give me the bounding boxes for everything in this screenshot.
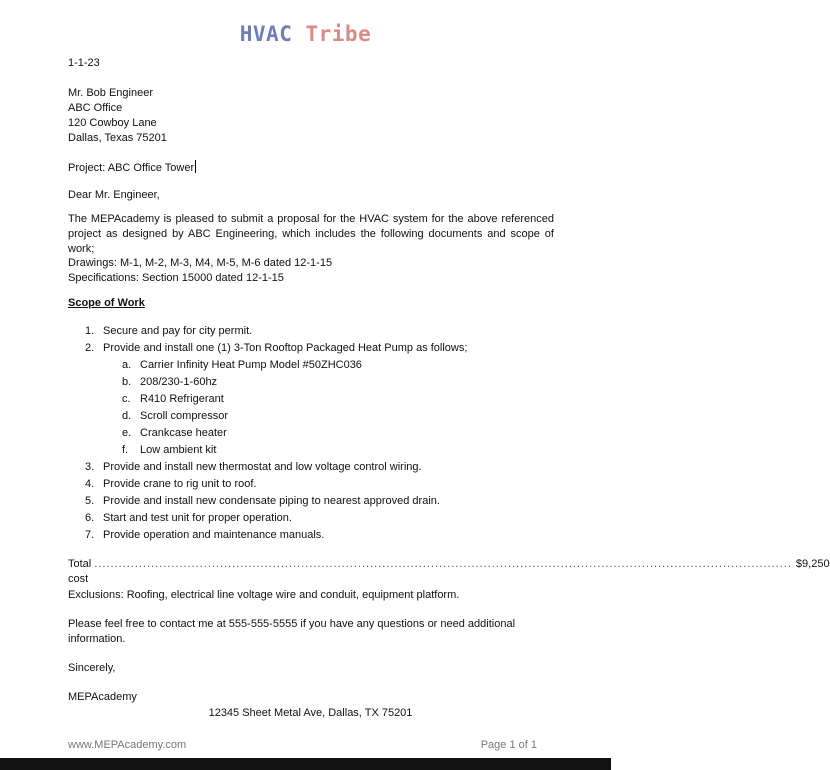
text-cursor — [195, 160, 196, 173]
project-text: Project: ABC Office Tower — [68, 162, 195, 174]
scope-subitem — [68, 357, 538, 374]
footer-page-number: Page 1 of 1 — [480, 739, 537, 751]
scope-item-number: 5. — [85, 495, 95, 507]
letter-date: 1-1-23 — [68, 57, 100, 69]
signature: MEPAcademy — [68, 691, 137, 703]
scope-item — [68, 476, 538, 493]
scope-item-text: Secure and pay for city permit. — [103, 325, 253, 337]
scope-subitem-text: Carrier Infinity Heat Pump Model #50ZHC036 — [140, 359, 362, 371]
scope-subitem-letter: d. — [122, 410, 132, 422]
scope-subitem — [68, 374, 538, 391]
scope-sublist — [68, 357, 538, 459]
scope-subitem-letter: f. — [122, 444, 129, 456]
scope-subitem-letter: b. — [122, 376, 132, 388]
recipient-company: ABC Office — [68, 102, 123, 114]
scope-item — [68, 323, 538, 340]
scope-subitem-letter: c. — [122, 393, 131, 405]
scope-item — [68, 493, 538, 510]
scope-item — [68, 527, 538, 544]
intro-paragraph: The MEPAcademy is pleased to submit a proposal for the HVAC system for the above referenced project as designed by ABC Engineering, which includes the following documents and scope of work; — [68, 213, 554, 255]
scope-subitem — [68, 442, 538, 459]
scope-subitem — [68, 391, 538, 408]
scope-item — [68, 340, 538, 357]
scope-subitem-text: R410 Refrigerant — [140, 393, 224, 405]
scope-item-text: Provide and install new thermostat and low voltage control wiring. — [103, 461, 422, 473]
scope-item-number: 1. — [85, 325, 95, 337]
scope-item-text: Provide crane to rig unit to roof. — [103, 478, 257, 490]
scope-item-number: 7. — [85, 529, 95, 541]
project-line — [68, 160, 196, 176]
recipient-street: 120 Cowboy Lane — [68, 117, 157, 129]
scope-item-text: Provide and install new condensate piping to nearest approved drain. — [103, 495, 440, 507]
bottom-border — [0, 758, 611, 770]
scope-item — [68, 510, 538, 527]
scope-subitem — [68, 408, 538, 425]
logo-word-hvac: HVAC — [239, 22, 293, 46]
exclusions-line: Exclusions: Roofing, electrical line voltage wire and conduit, equipment platform. — [68, 589, 460, 601]
logo-word-tribe: Tribe — [305, 22, 372, 46]
total-cost-label: Total cost — [68, 558, 92, 585]
drawings-line: Drawings: M-1, M-2, M-3, M4, M-5, M-6 dated 12-1-15 — [68, 257, 333, 269]
total-cost-amount: $9,250 — [795, 558, 830, 570]
scope-item-number: 3. — [85, 461, 95, 473]
recipient-city: Dallas, Texas 75201 — [68, 132, 167, 144]
scope-subitem-letter: a. — [122, 359, 132, 371]
salutation: Dear Mr. Engineer, — [68, 189, 160, 201]
dot-leader: ............................................................................................................................................................................ — [94, 558, 792, 570]
scope-list — [68, 323, 538, 544]
recipient-name: Mr. Bob Engineer — [68, 87, 153, 99]
footer-website: www.MEPAcademy.com — [68, 739, 187, 751]
scope-subitem-text: 208/230-1-60hz — [140, 376, 218, 388]
scope-heading: Scope of Work — [68, 297, 145, 309]
scope-item-number: 6. — [85, 512, 95, 524]
closing: Sincerely, — [68, 662, 116, 674]
scope-item — [68, 459, 538, 476]
scope-item-text: Provide operation and maintenance manuals. — [103, 529, 325, 541]
scope-item-text: Start and test unit for proper operation. — [103, 512, 292, 524]
contact-paragraph: Please feel free to contact me at 555-555-5555 if you have any questions or need additional information. — [68, 618, 516, 645]
scope-subitem-text: Low ambient kit — [140, 444, 217, 456]
total-cost-line — [68, 557, 830, 585]
scope-item-text: Provide and install one (1) 3-Ton Rooftop Packaged Heat Pump as follows; — [103, 342, 468, 354]
company-address: 12345 Sheet Metal Ave, Dallas, TX 75201 — [208, 707, 413, 719]
hvac-tribe-logo — [0, 22, 611, 46]
scope-subitem-text: Crankcase heater — [140, 427, 227, 439]
scope-subitem-text: Scroll compressor — [140, 410, 229, 422]
scope-sublist-container — [68, 357, 538, 459]
scope-subitem-letter: e. — [122, 427, 132, 439]
scope-subitem — [68, 425, 538, 442]
specifications-line: Specifications: Section 15000 dated 12-1-15 — [68, 272, 284, 284]
scope-item-number: 4. — [85, 478, 95, 490]
scope-item-number: 2. — [85, 342, 95, 354]
